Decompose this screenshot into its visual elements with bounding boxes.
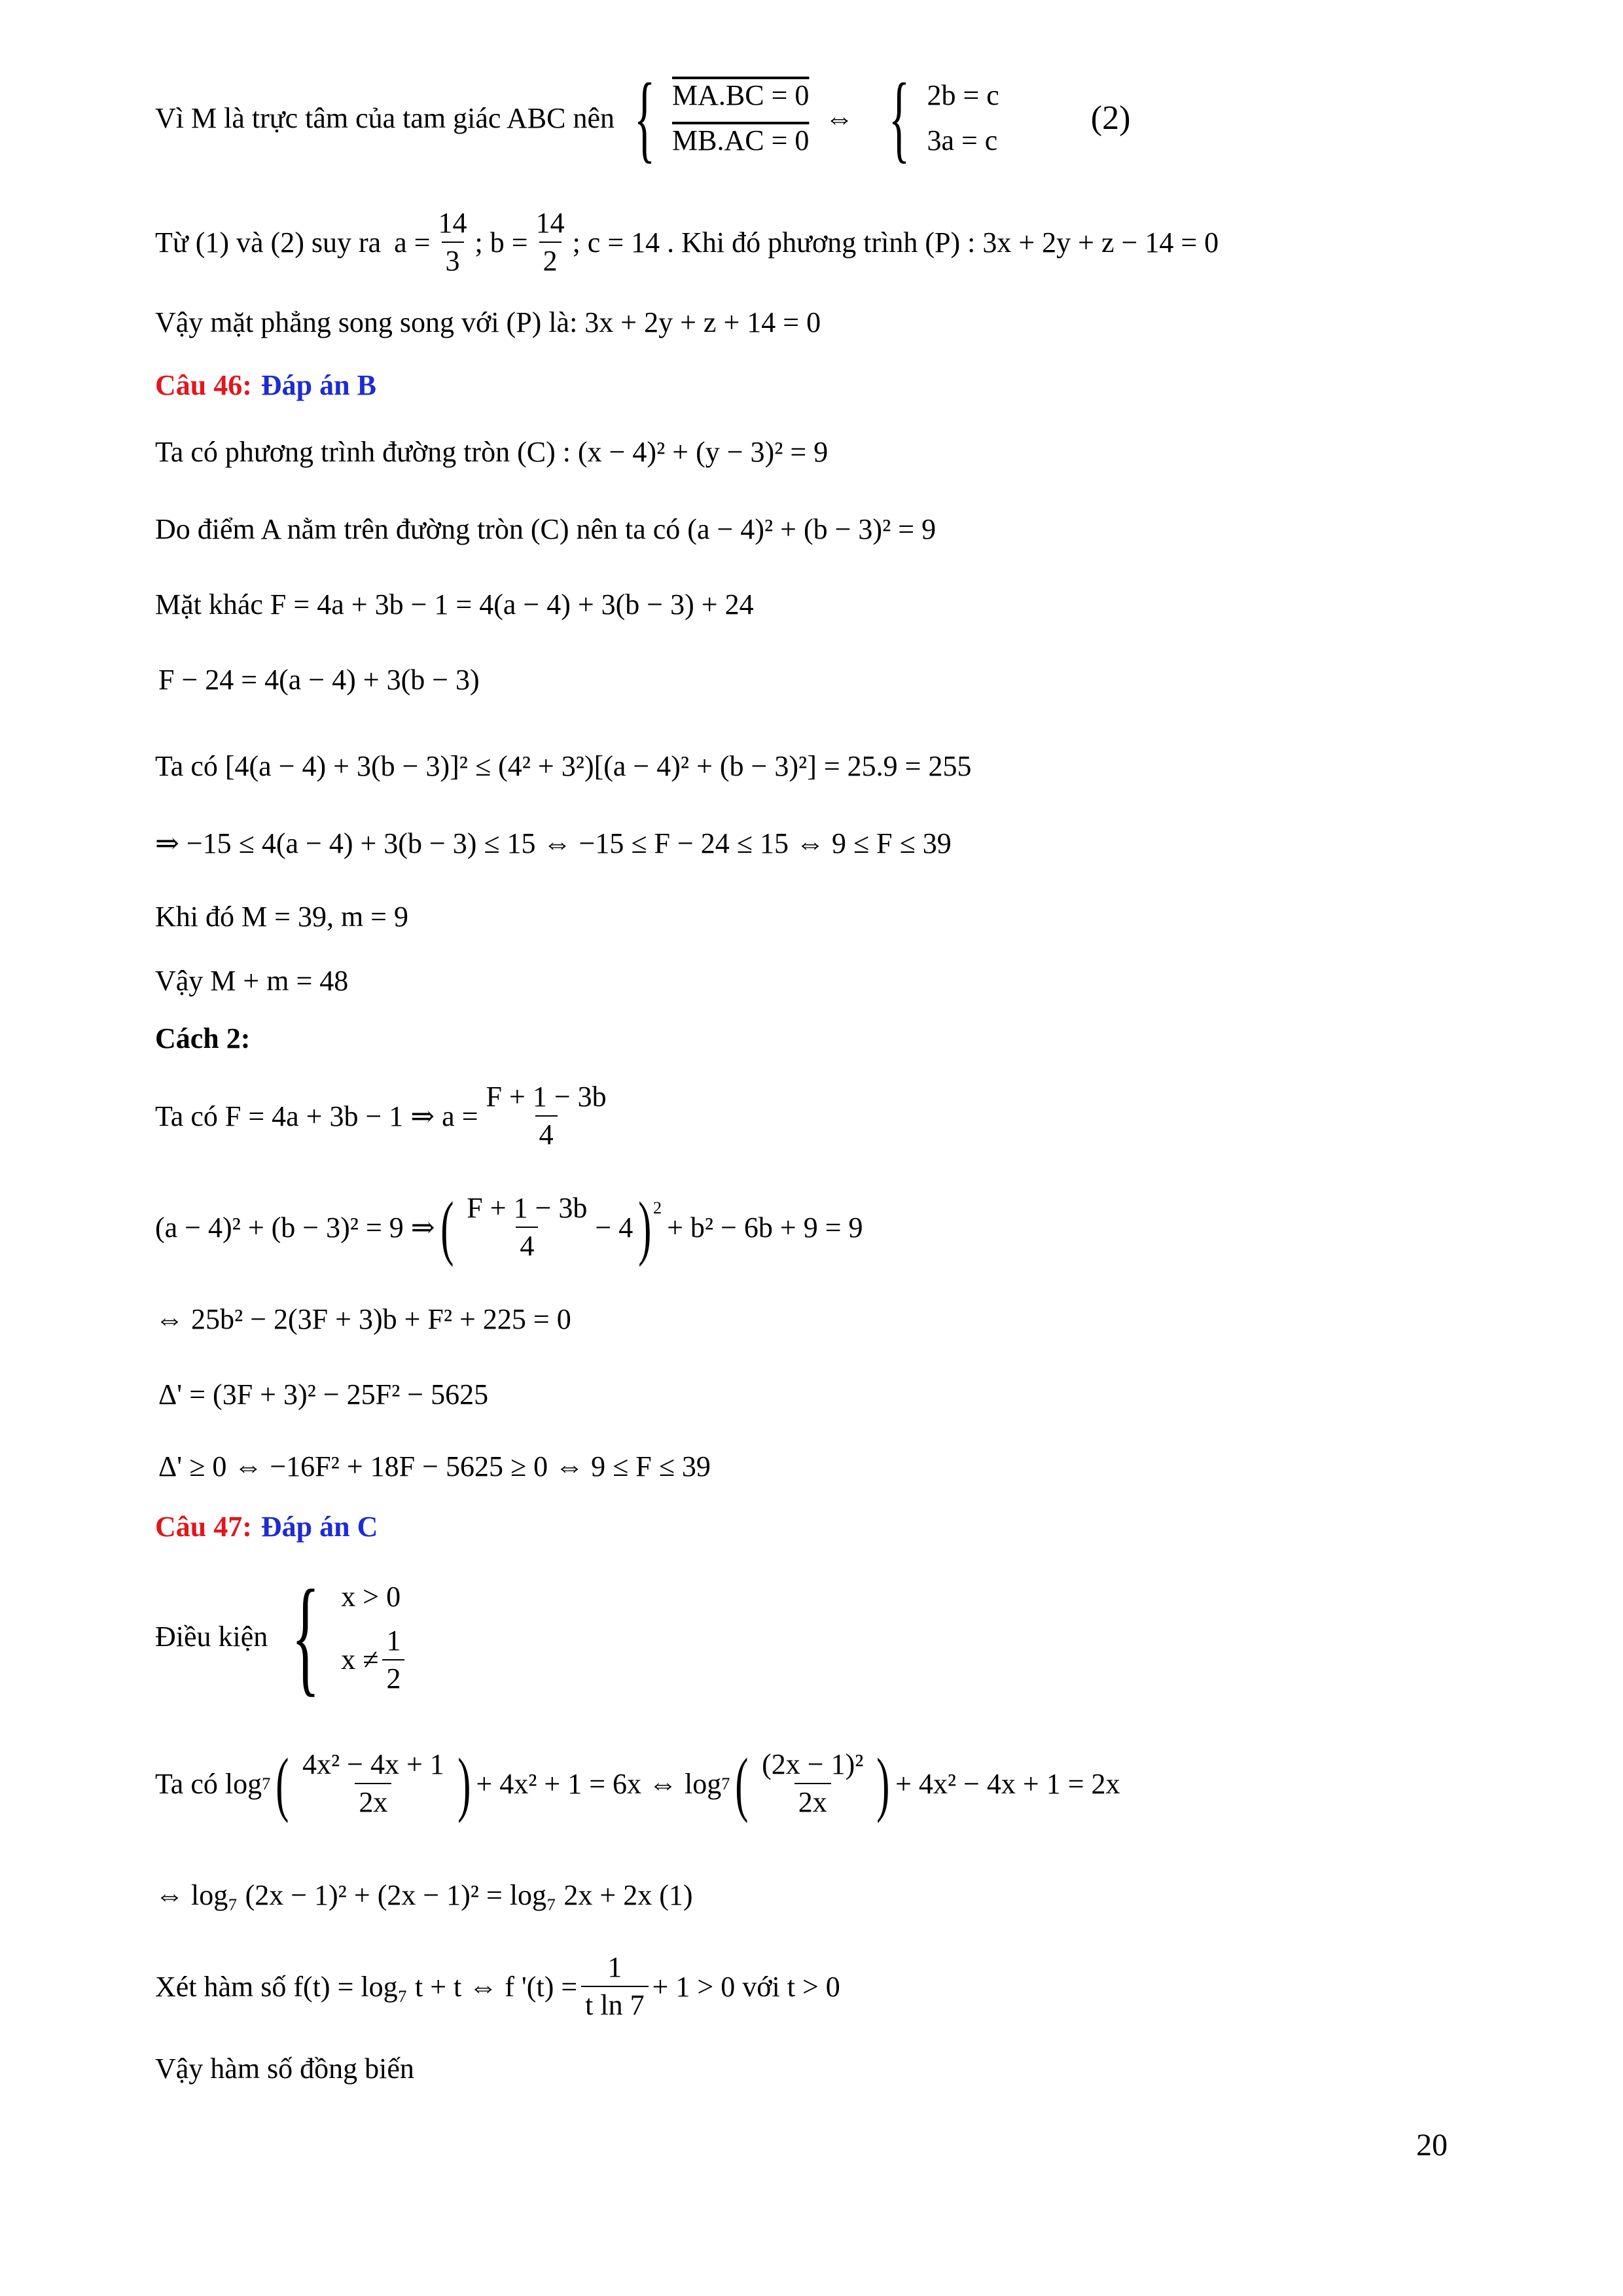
line-equivalent-form: ⇔ log₇ (2x − 1)² + (2x − 1)² = log₇ 2x + 2x (1) (155, 1878, 693, 1911)
line-increasing: Vậy hàm số đồng biến (155, 2052, 414, 2085)
line-function-study: Xét hàm số f(t) = log₇ t + t ⇔ f '(t) = $\frac{1}{\text{t ln 7}}$ + 1 > 0 với t > 0 (155, 1951, 840, 2021)
equation-tag: (2) (1090, 99, 1131, 137)
line-parallel-plane: Vậy mặt phẳng song song với (P) là: 3x + 2y + z + 14 = 0 (155, 306, 821, 338)
fraction: $\frac{\text{4x² − 4x + 1}}{2x}$ (302, 1748, 444, 1818)
system-equations: 2b = c 3a = c (927, 79, 999, 156)
line-orthocenter: Vì M là trực tâm của tam giác ABC nên { MA.BC = 0 MB.AC = 0 ⇔ { 2b = c 3a = c (2) (155, 63, 1131, 172)
left-brace: { (633, 63, 656, 172)
fraction: $\frac{1}{2}$ (382, 1626, 404, 1693)
line-M-m: Khi đó M = 39, m = 9 (155, 900, 408, 933)
line-F-expression: Mặt khác F = 4a + 3b − 1 = 4(a − 4) + 3(b − 3) + 24 (155, 588, 754, 620)
system-vectors: MA.BC = 0 MB.AC = 0 (672, 79, 810, 156)
line-sum: Vậy M + m = 48 (155, 964, 349, 997)
left-brace: { (291, 1564, 320, 1708)
fraction: $\frac{14}{2}$ (535, 207, 565, 277)
text: Vì M là trực tâm của tam giác ABC nên (155, 101, 615, 134)
method-2-heading: Cách 2: (155, 1022, 251, 1054)
line-substitution: (a − 4)² + (b − 3)² = 9 ⇒ ( $\frac{F + 1 - 3b}{4}$ − 4 ) $^2$ + b² − 6b + 9 = 9 (155, 1187, 863, 1267)
line-F-minus-24: F − 24 = 4(a − 4) + 3(b − 3) (158, 663, 480, 696)
line-discriminant-condition: Δ' ≥ 0 ⇔ −16F² + 18F − 5625 ≥ 0 ⇔ 9 ≤ F ≤ 39 (158, 1450, 711, 1482)
fraction: $\frac{F + 1 - 3b}{4}$ (486, 1081, 607, 1151)
line-cauchy-schwarz: Ta có [4(a − 4) + 3(b − 3)]² ≤ (4² + 3²)[(a − 4)² + (b − 3)²] = 25.9 = 255 (155, 749, 972, 782)
line-quadratic: ⇔ 25b² − 2(3F + 3)b + F² + 225 = 0 (155, 1302, 571, 1335)
line-solve-a: Ta có F = 4a + 3b − 1 ⇒ a = $\frac{F + 1 - 3b}{4}$ (155, 1073, 615, 1158)
line-log-equation: Ta có log 7 ( $\frac{\text{4x² − 4x + 1}}{2x}$ ) + 4x² + 1 = 6x ⇔ log 7 ( $\frac{\text{(2x − 1)²}}{2x}$ ) + 4x² − 4x + 1 = 2x (155, 1744, 1120, 1823)
fraction: $\frac{\text{(2x − 1)²}}{2x}$ (762, 1748, 864, 1818)
line-conditions: Điều kiện { x > 0 x ≠ $\frac{1}{2}$ (155, 1561, 408, 1712)
line-bounds: ⇒ −15 ≤ 4(a − 4) + 3(b − 3) ≤ 15 ⇔ −15 ≤ F − 24 ≤ 15 ⇔ 9 ≤ F ≤ 39 (155, 827, 952, 859)
line-discriminant: Δ' = (3F + 3)² − 25F² − 5625 (158, 1378, 489, 1410)
page-number: 20 (1416, 2128, 1448, 2162)
left-brace: { (889, 63, 910, 172)
question-47-heading: Câu 47: Đáp án C (155, 1510, 378, 1543)
line-circle-eq: Ta có phương trình đường tròn (C) : (x − 4)² + (y − 3)² = 9 (155, 435, 829, 468)
fraction: $\frac{1}{\text{t ln 7}}$ (581, 1953, 648, 2020)
fraction: $\frac{F + 1 - 3b}{4}$ (467, 1192, 588, 1262)
line-point-on-circle: Do điểm A nằm trên đường tròn (C) nên ta có (a − 4)² + (b − 3)² = 9 (155, 512, 936, 545)
line-solve-abc: Từ (1) và (2) suy ra a = $\frac{14}{3}$ ; b = $\frac{14}{2}$ ; c = 14 . Khi đó phương trình (P) : 3x + 2y + z − 14 = 0 (155, 207, 1219, 277)
fraction: $\frac{14}{3}$ (438, 207, 467, 277)
question-46-heading: Câu 46: Đáp án B (155, 368, 376, 401)
